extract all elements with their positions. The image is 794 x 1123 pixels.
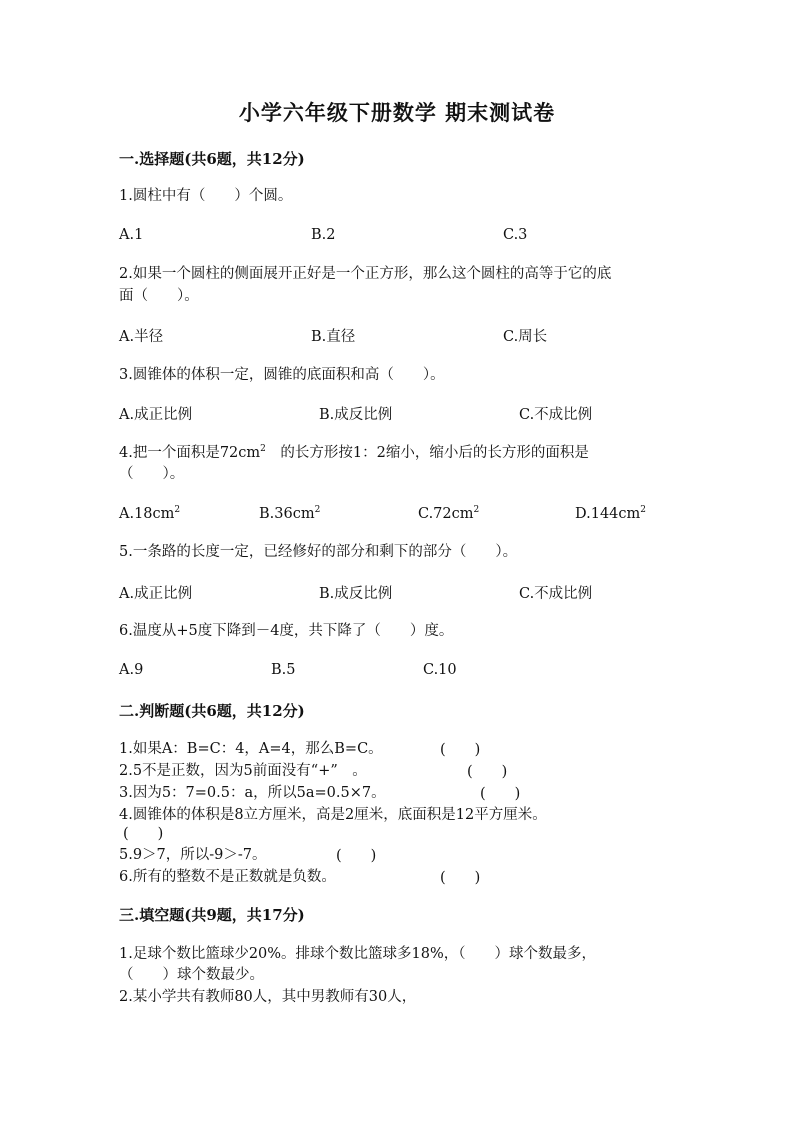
answer-bracket: ( ) [467,764,508,780]
judgement-2: 2.5不是正数，因为5前面没有“+” 。 [119,763,367,779]
question-5: 5.一条路的长度一定，已经修好的部分和剩下的部分（ ）。 [119,544,518,560]
option-b: $B.36cm^2$ [259,505,321,522]
fill-1-line1: 1.足球个数比篮球少20%。排球个数比篮球多18%，（ ）球个数最多， [119,946,597,962]
judgement-4: 4.圆锥体的体积是8立方厘米，高是2厘米，底面积是12平方厘米。 [119,807,547,823]
option-c: $C.72cm^2$ [418,505,480,522]
question-4-line1 [119,442,589,464]
option-a: A.成正比例 [119,407,193,423]
option-d: $D.144cm^2$ [575,505,646,522]
superscript: 2 [260,444,266,455]
question-6: 6.温度从+5度下降到－4度，共下降了（ ）度。 [119,623,454,639]
section-heading-choice: 一.选择题(共6题，共12分) [119,150,305,168]
option-b: B.2 [311,227,336,243]
judgement-1: 1.如果A：B=C：4，A=4，那么B=C。 [119,741,383,757]
answer-bracket: ( ) [336,848,377,864]
question-4-text-a: 4.把一个面积是72cm [119,445,261,461]
answer-bracket: ( ) [480,786,521,802]
option-c: C.不成比例 [519,407,593,423]
option-a: A.1 [119,227,144,243]
option-b: B.成反比例 [319,407,393,423]
option-c: C.10 [423,662,457,678]
answer-bracket: ( ) [440,870,481,886]
judgement-3: 3.因为5：7=0.5：a，所以5a=0.5×7。 [119,785,386,801]
section-heading-judgement: 二.判断题(共6题，共12分) [119,702,305,720]
question-3: 3.圆锥体的体积一定，圆锥的底面积和高（ ）。 [119,367,445,383]
section-heading-fill: 三.填空题(共9题，共17分) [119,906,305,924]
option-a: A.9 [119,662,144,678]
option-a: A.成正比例 [119,586,193,602]
option-b: B.成反比例 [319,586,393,602]
fill-2-line1: 2.某小学共有教师80人，其中男教师有30人， [119,989,417,1005]
answer-bracket: ( ) [123,826,164,842]
option-b: B.直径 [311,329,356,345]
option-b: B.5 [271,662,296,678]
answer-bracket: ( ) [440,742,481,758]
fill-1-line2: （ ）球个数最少。 [119,967,264,983]
judgement-5: 5.9＞7，所以-9＞-7。 [119,847,267,863]
judgement-6: 6.所有的整数不是正数就是负数。 [119,869,336,885]
question-1: 1.圆柱中有（ ）个圆。 [119,188,293,204]
option-a: A.半径 [119,329,164,345]
question-4-text-b: 的长方形按1：2缩小，缩小后的长方形的面积是 [280,445,589,461]
option-c: C.周长 [503,329,548,345]
question-2-line1: 2.如果一个圆柱的侧面展开正好是一个正方形，那么这个圆柱的高等于它的底 [119,266,612,282]
question-2-line2: 面（ ）。 [119,288,199,304]
option-a: $A.18cm^2$ [119,505,181,522]
option-c: C.3 [503,227,528,243]
question-4-line2: （ ）。 [119,466,185,482]
page-title: 小学六年级下册数学 期末测试卷 [238,100,556,125]
option-c: C.不成比例 [519,586,593,602]
